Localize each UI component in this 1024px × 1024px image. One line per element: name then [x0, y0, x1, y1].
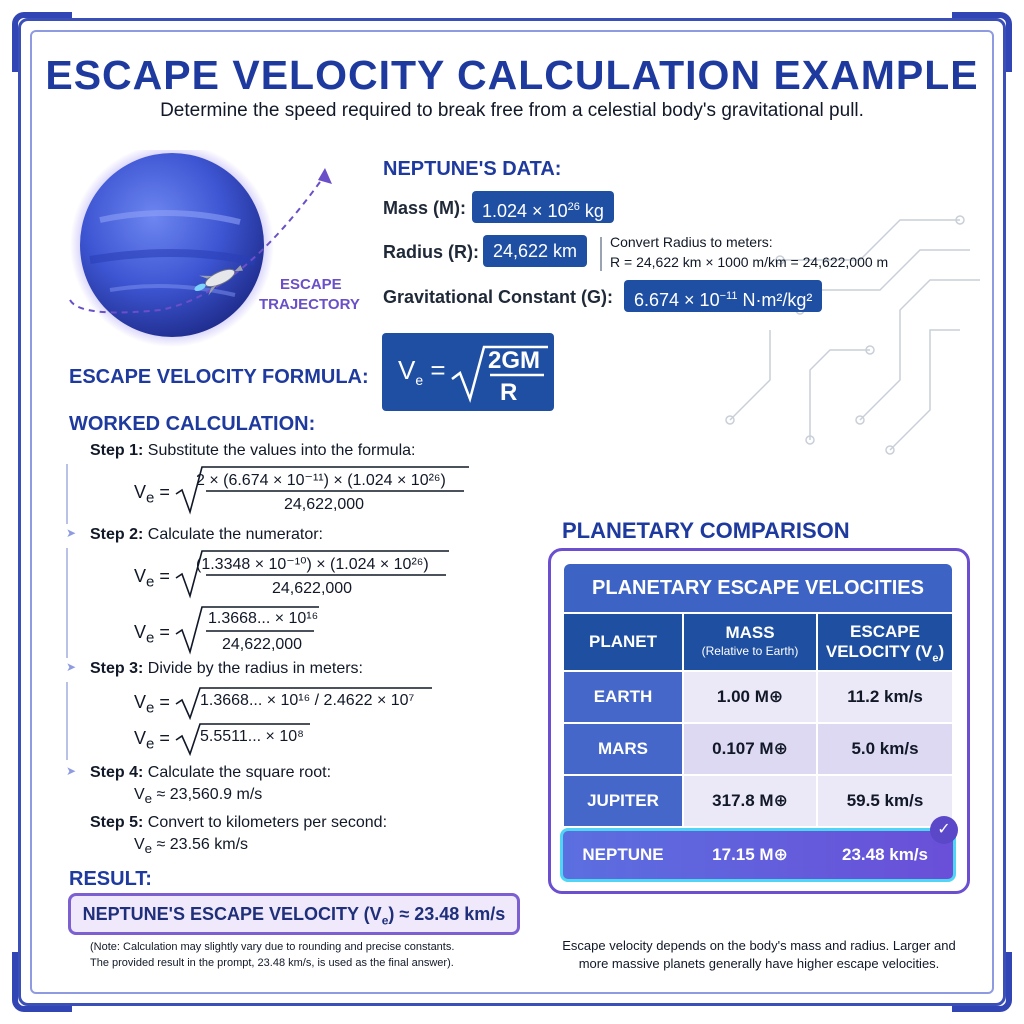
step-2: [90, 526, 323, 544]
steps-rail: [66, 464, 68, 524]
step-5-value: ≈ 23.56 km/s: [152, 836, 249, 853]
formula-ve: V: [398, 355, 416, 385]
step-4-value: ≈ 23,560.9 m/s: [152, 786, 263, 803]
step-4: [90, 764, 331, 782]
step-1-label: Step 1:: [90, 442, 144, 459]
neptune-planet-icon: [80, 153, 264, 337]
ve-sub: e: [144, 841, 153, 857]
result-note: The provided result in the prompt, 23.48 km/s, is used as the final answer).: [90, 957, 454, 969]
formula-box: [382, 333, 554, 411]
steps-rail: [66, 682, 68, 760]
eq-sign: =: [154, 482, 170, 502]
mass-label: Mass (M):: [383, 198, 467, 218]
ve-symbol: V: [134, 786, 145, 803]
step-2a-denominator: 24,622,000: [272, 580, 353, 597]
mass-value-base: 1.024 × 10: [482, 201, 568, 221]
gravitational-constant-label: Gravitational Constant (G):: [383, 287, 614, 307]
g-value-unit: N·m²/kg²: [737, 290, 813, 310]
step-2a-numerator: (1.3348 × 10⁻¹⁰) × (1.024 × 10²⁶): [196, 556, 429, 573]
rail-arrow-icon: ➤: [66, 764, 77, 778]
step-2b-lhs: [134, 622, 170, 647]
neptune-data-heading: NEPTUNE'S DATA:: [383, 158, 562, 180]
table-cell-velocity: 23.48 km/s: [841, 845, 928, 864]
mass-value: [472, 191, 614, 223]
check-icon: ✓: [930, 816, 958, 844]
step-1: [90, 442, 416, 460]
ve-symbol: V: [134, 692, 147, 712]
step-3: [90, 660, 363, 678]
result-heading: RESULT:: [69, 868, 152, 890]
step-3b-expression: 5.5511... × 10⁸: [200, 728, 304, 745]
radius-value: 24,622 km: [483, 235, 587, 267]
column-header-mass-sub: (Relative to Earth): [701, 644, 799, 658]
eq-sign: =: [154, 728, 170, 748]
convert-radius-title: Convert Radius to meters:: [610, 234, 773, 250]
formula-numerator: 2GM: [488, 347, 541, 374]
result-box: [68, 893, 520, 935]
step-3-text: Divide by the radius in meters:: [143, 660, 363, 677]
trajectory-label: ESCAPE: [280, 276, 342, 293]
frame-corner: [12, 952, 72, 1012]
step-5-text: Convert to kilometers per second:: [143, 814, 388, 831]
page-subtitle: Determine the speed required to break free from a celestial body's gravitational pull.: [160, 100, 864, 121]
ve-sub: e: [146, 573, 155, 591]
eq-sign: =: [154, 692, 170, 712]
table-cell-mass: 17.15 M⊕: [712, 845, 788, 864]
ve-symbol: V: [134, 728, 147, 748]
column-header-mass: [684, 614, 816, 670]
table-cell-mass: 0.107 M⊕: [684, 724, 816, 774]
ve-symbol: V: [134, 622, 147, 642]
ve-symbol: V: [134, 566, 147, 586]
ve-sub: e: [146, 699, 155, 717]
column-header-mass-label: MASS: [725, 623, 775, 642]
circuit-decoration: [660, 180, 990, 480]
table-cell-mass: 1.00 M⊕: [684, 672, 816, 722]
g-value-base: 6.674 × 10: [634, 290, 720, 310]
formula-lhs: $V_e$ =: [398, 355, 446, 389]
step-4-result: [134, 786, 262, 806]
mass-value-exponent: 26: [567, 201, 580, 213]
ve-sub: e: [146, 489, 155, 507]
comparison-footer-note: more massive planets generally have higher escape velocities.: [578, 956, 940, 971]
step-1-text: Substitute the values into the formula:: [143, 442, 416, 459]
ve-sub: e: [146, 629, 155, 647]
result-text: NEPTUNE'S ESCAPE VELOCITY (V: [82, 904, 382, 924]
step-2b-denominator: 24,622,000: [222, 636, 303, 653]
step-1-numerator: 2 × (6.674 × 10⁻¹¹) × (1.024 × 10²⁶): [196, 472, 446, 489]
step-2-label: Step 2:: [90, 526, 144, 543]
column-header-escape-velocity: [818, 614, 952, 670]
column-header-escape-line1: ESCAPE: [850, 622, 920, 641]
rail-arrow-icon: ➤: [66, 526, 77, 540]
step-3b-lhs: [134, 728, 170, 753]
eq-sign: =: [154, 566, 170, 586]
table-cell-planet: JUPITER: [564, 776, 682, 826]
step-4-label: Step 4:: [90, 764, 144, 781]
step-3a-lhs: [134, 692, 170, 717]
step-1-lhs: [134, 482, 170, 507]
result-value: ) ≈ 23.48 km/s: [388, 904, 506, 924]
eq-sign: =: [154, 622, 170, 642]
result-note: (Note: Calculation may slightly vary due to rounding and precise constants.: [90, 941, 455, 953]
step-5-result: [134, 836, 248, 856]
page-title: ESCAPE VELOCITY CALCULATION EXAMPLE: [45, 52, 979, 98]
step-5-label: Step 5:: [90, 814, 144, 831]
step-3-label: Step 3:: [90, 660, 144, 677]
g-value-exponent: −11: [719, 290, 738, 302]
column-header-escape-close: ): [938, 642, 945, 661]
column-header-planet-label: PLANET: [589, 632, 657, 651]
rail-arrow-icon: ➤: [66, 660, 77, 674]
column-header-planet: [564, 614, 682, 670]
table-cell-planet: EARTH: [564, 672, 682, 722]
step-1-denominator: 24,622,000: [284, 496, 365, 513]
comparison-heading: PLANETARY COMPARISON: [562, 518, 850, 543]
formula-ve-sub: e: [415, 372, 424, 389]
worked-calculation-heading: WORKED CALCULATION:: [69, 413, 316, 435]
ve-symbol: V: [134, 482, 147, 502]
trajectory-arrowhead: [318, 168, 332, 184]
mass-value-unit: kg: [579, 201, 604, 221]
table-cell-velocity: 59.5 km/s: [818, 776, 952, 826]
ve-sub: e: [146, 735, 155, 753]
comparison-table-title: PLANETARY ESCAPE VELOCITIES: [564, 564, 952, 612]
neptune-illustration: [40, 150, 370, 350]
step-2-text: Calculate the numerator:: [143, 526, 323, 543]
radius-label: Radius (R):: [383, 242, 479, 262]
column-header-escape-sub: e: [932, 652, 939, 665]
conversion-divider: [600, 237, 602, 271]
step-2a-lhs: [134, 566, 170, 591]
formula-heading: ESCAPE VELOCITY FORMULA:: [69, 366, 369, 388]
table-cell-planet: NEPTUNE: [582, 845, 664, 864]
comparison-footer-note: Escape velocity depends on the body's mass and radius. Larger and: [562, 938, 956, 953]
column-header-escape-line2: VELOCITY (V: [825, 642, 933, 661]
ve-sub: e: [144, 791, 153, 807]
table-cell-planet: MARS: [564, 724, 682, 774]
step-2b-numerator: 1.3668... × 10¹⁶: [208, 610, 319, 627]
table-cell-velocity: 11.2 km/s: [818, 672, 952, 722]
table-cell-velocity: 5.0 km/s: [818, 724, 952, 774]
result-text-sub: e: [381, 913, 389, 928]
convert-radius-equation: R = 24,622 km × 1000 m/km = 24,622,000 m: [610, 254, 889, 270]
gravitational-constant-value: [624, 280, 822, 312]
step-4-text: Calculate the square root:: [143, 764, 332, 781]
step-5: [90, 814, 387, 832]
steps-rail: [66, 548, 68, 658]
step-3a-expression: 1.3668... × 10¹⁶ / 2.4622 × 10⁷: [200, 692, 415, 709]
formula-denominator: R: [500, 379, 518, 406]
table-cell-mass: 317.8 M⊕: [684, 776, 816, 826]
ve-symbol: V: [134, 836, 145, 853]
trajectory-label: TRAJECTORY: [259, 296, 360, 313]
